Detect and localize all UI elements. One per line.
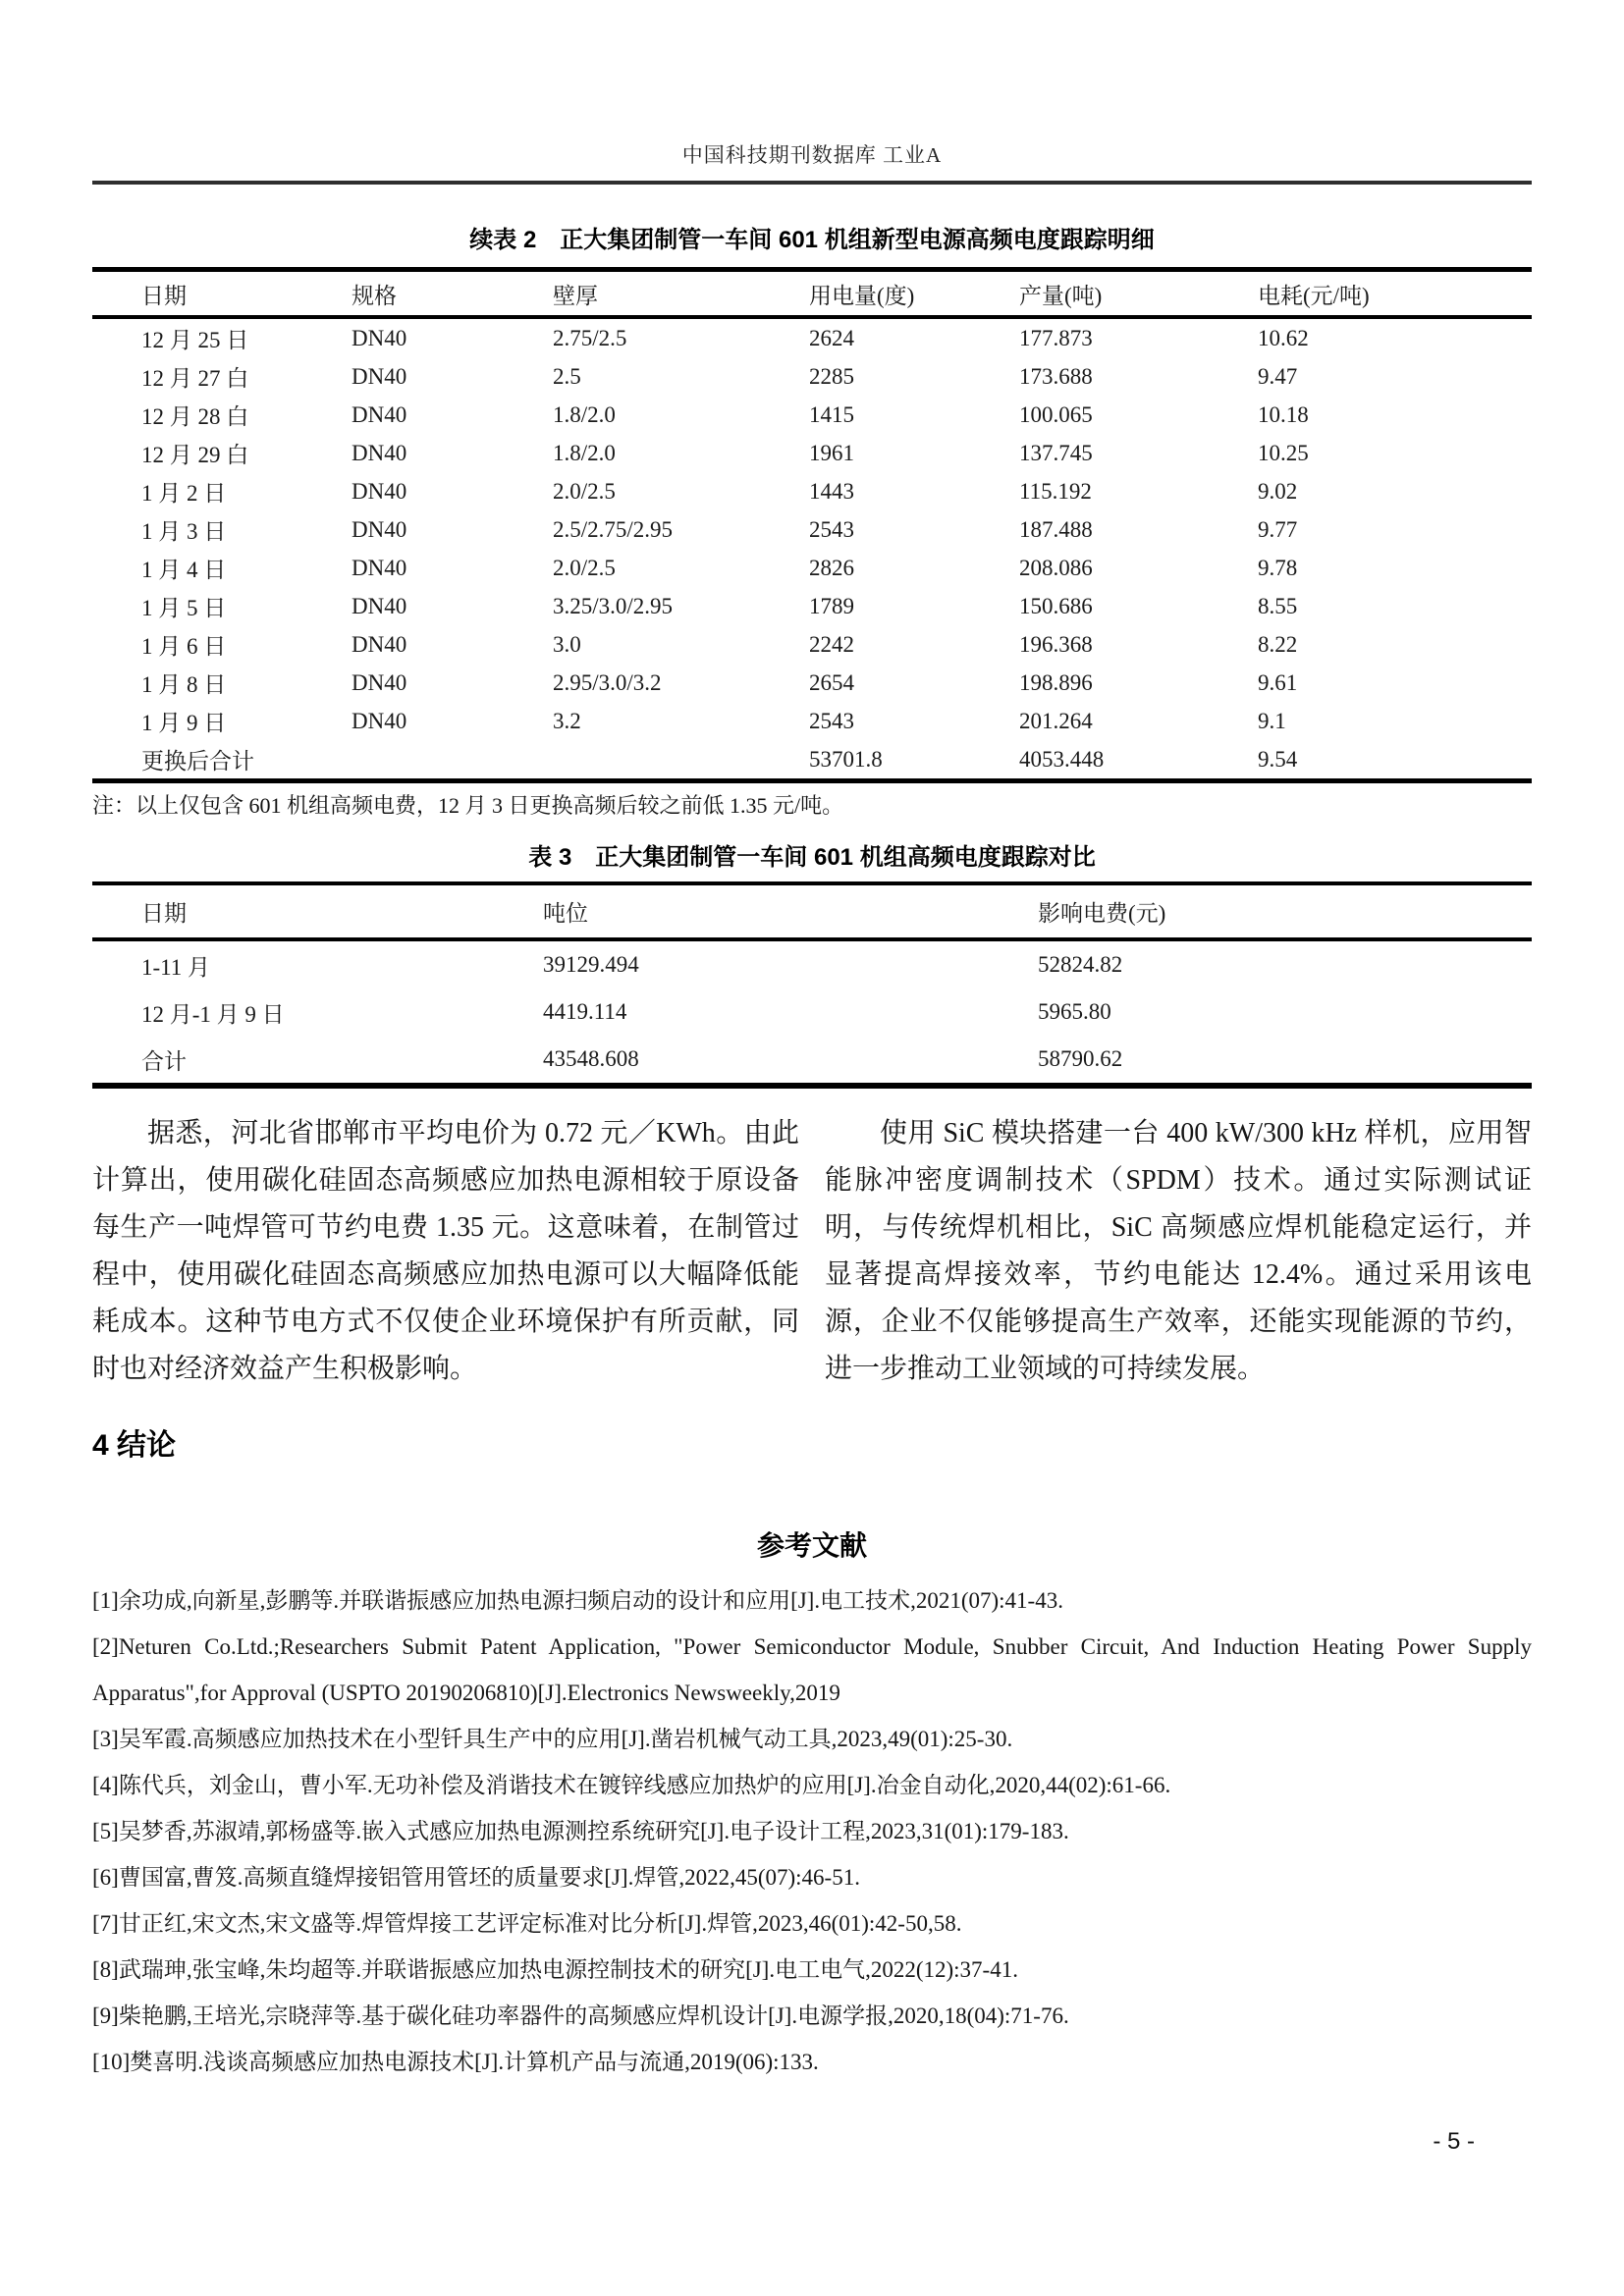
- table-cell-spec: DN40: [352, 708, 407, 733]
- table-row: [92, 510, 1532, 549]
- table-cell-power-usage: 2543: [809, 516, 854, 542]
- table2-body: [92, 317, 1532, 781]
- reference-item: [9]柴艳鹏,王培光,宗晓萍等.基于碳化硅功率器件的高频感应焊机设计[J].电源学报,2020,18(04):71-76.: [92, 2003, 1069, 2028]
- paragraph-right: 使用 SiC 模块搭建一台 400 kW/300 kHz 样机，应用智能脉冲密度调制技术（SPDM）技术。通过实际测试证明，与传统焊机相比，SiC 高频感应焊机能稳定运行，并显著提高焊接效率，节约电能达 12.4%。通过采用该电源，企业不仅能够提高生产效率，还能实现能源的节约，进一步推动工业领域的可持续发展。: [825, 1118, 1532, 1384]
- table-cell-output: 100.065: [1019, 401, 1093, 427]
- table3-title: 表 3 正大集团制管一车间 601 机组高频电度跟踪对比: [528, 844, 1096, 871]
- table-row: [92, 587, 1532, 625]
- table3-header-cell: 日期: [141, 901, 187, 926]
- reference-item: [2]Neturen Co.Ltd.;Researchers Submit Patent Application, "Power Semiconductor Module, Snubber Circuit, And Induction Heating Power Supply Apparatus",for Approval (USPTO 20190206810)[J].Electronics Newsweekly,2019: [92, 1634, 1532, 1705]
- table-cell-output: 198.896: [1019, 669, 1093, 695]
- table-cell-consumption: 8.22: [1258, 631, 1298, 657]
- table-row: [92, 549, 1532, 587]
- table-cell-wall-thickness: 3.0: [553, 631, 581, 657]
- table-cell-spec: DN40: [352, 631, 407, 657]
- table-row: [92, 357, 1532, 396]
- table-cell-spec: [352, 740, 553, 781]
- page-number: - 5 -: [1433, 2128, 1475, 2155]
- table-cell-output: 150.686: [1019, 593, 1093, 618]
- table3-header: [92, 883, 1532, 939]
- table-cell-cost-impact: 52824.82: [1038, 952, 1123, 977]
- table-cell-date: 12 月 28 白: [141, 404, 249, 429]
- table3: [92, 881, 1532, 1089]
- table-cell-cost-impact: 5965.80: [1038, 999, 1111, 1024]
- table-cell-consumption: 9.1: [1258, 708, 1286, 733]
- table-cell-date: 12 月 27 白: [141, 366, 249, 391]
- table-cell-date: 1 月 3 日: [141, 519, 227, 544]
- table-cell-spec: DN40: [352, 593, 407, 618]
- table-cell-tonnage: 4419.114: [543, 999, 627, 1024]
- reference-item: [5]吴梦香,苏淑靖,郭杨盛等.嵌入式感应加热电源测控系统研究[J].电子设计工程,2023,31(01):179-183.: [92, 1819, 1069, 1843]
- reference-item: [3]吴军霞.高频感应加热技术在小型钎具生产中的应用[J].凿岩机械气动工具,2023,49(01):25-30.: [92, 1727, 1013, 1751]
- references-list: [92, 1577, 1532, 2085]
- table2-header-cell: 规格: [352, 283, 397, 308]
- table-cell-power-usage: 1961: [809, 440, 854, 465]
- references-title: 参考文献: [756, 1530, 867, 1561]
- table-row: [92, 988, 1532, 1036]
- table-cell-spec: DN40: [352, 401, 407, 427]
- reference-item: [6]曹国富,曹笈.高频直缝焊接铝管用管坯的质量要求[J].焊管,2022,45(07):46-51.: [92, 1865, 860, 1890]
- table-row: [92, 625, 1532, 664]
- conclusion-heading: 4 结论: [92, 1429, 177, 1462]
- table-cell-date: 1 月 9 日: [141, 711, 227, 735]
- table2-header-cell: 产量(吨): [1019, 283, 1103, 308]
- table3-header-cell: 吨位: [543, 901, 588, 926]
- table-cell-period: 合计: [141, 1048, 187, 1074]
- table-cell-wall-thickness: 3.2: [553, 708, 581, 733]
- table-cell-spec: DN40: [352, 669, 407, 695]
- table-cell-output: 177.873: [1019, 325, 1093, 350]
- table2-header: [92, 270, 1532, 318]
- table-cell-consumption: 9.61: [1258, 669, 1298, 695]
- table-row: [92, 664, 1532, 702]
- reference-item: [10]樊喜明.浅谈高频感应加热电源技术[J].计算机产品与流通,2019(06):133.: [92, 2050, 819, 2074]
- reference-item: [8]武瑞珅,张宝峰,朱均超等.并联谐振感应加热电源控制技术的研究[J].电工电气,2022(12):37-41.: [92, 1957, 1018, 1982]
- table-cell-date: 12 月 25 日: [141, 328, 249, 352]
- table-cell-consumption: 9.54: [1258, 746, 1298, 772]
- table-cell-wall-thickness: 2.5: [553, 363, 581, 389]
- table-cell-consumption: 8.55: [1258, 593, 1298, 618]
- table-cell-date: 1 月 2 日: [141, 481, 227, 506]
- table-cell-consumption: 10.18: [1258, 401, 1309, 427]
- reference-item: [7]甘正红,宋文杰,宋文盛等.焊管焊接工艺评定标准对比分析[J].焊管,2023,46(01):42-50,58.: [92, 1911, 962, 1936]
- journal-header: 中国科技期刊数据库 工业A: [681, 143, 943, 167]
- table-row: [92, 939, 1532, 988]
- table-cell-power-usage: 2543: [809, 708, 854, 733]
- table-cell-period: 12 月-1 月 9 日: [141, 1001, 285, 1027]
- table-cell-wall-thickness: 2.0/2.5: [553, 478, 616, 504]
- table-cell-power-usage: 2654: [809, 669, 854, 695]
- table-cell-spec: DN40: [352, 440, 407, 465]
- table-row: [92, 434, 1532, 472]
- table-cell-tonnage: 43548.608: [543, 1046, 639, 1071]
- table-cell-wall-thickness: 2.0/2.5: [553, 555, 616, 580]
- table-cell-date: 1 月 5 日: [141, 596, 227, 620]
- table-cell-wall-thickness: 1.8/2.0: [553, 440, 616, 465]
- table-cell-spec: DN40: [352, 363, 407, 389]
- table-cell-wall-thickness: 2.75/2.5: [553, 325, 627, 350]
- table-cell-date: 更换后合计: [141, 749, 254, 774]
- table-cell-output: 187.488: [1019, 516, 1093, 542]
- table-cell-output: 4053.448: [1019, 746, 1105, 772]
- table-cell-output: 115.192: [1019, 478, 1092, 504]
- table2-header-cell: 用电量(度): [809, 283, 915, 308]
- header-divider: [92, 181, 1532, 185]
- reference-item: [4]陈代兵，刘金山，曹小军.无功补偿及消谐技术在镀锌线感应加热炉的应用[J].冶金自动化,2020,44(02):61-66.: [92, 1773, 1171, 1797]
- table-cell-spec: DN40: [352, 516, 407, 542]
- table3-body: [92, 939, 1532, 1086]
- table2-header-row: [92, 270, 1532, 318]
- table-cell-output: 208.086: [1019, 555, 1093, 580]
- table-cell-wall-thickness: 2.5/2.75/2.95: [553, 516, 674, 542]
- table-cell-date: 1 月 8 日: [141, 672, 227, 697]
- table-row: [92, 472, 1532, 510]
- table-cell-power-usage: 2624: [809, 325, 854, 350]
- table-cell-consumption: 10.62: [1258, 325, 1309, 350]
- page-content: [92, 220, 1532, 2085]
- table-cell-output: 201.264: [1019, 708, 1093, 733]
- paragraph-left: 据悉，河北省邯郸市平均电价为 0.72 元／KWh。由此计算出，使用碳化硅固态高频感应加热电源相较于原设备每生产一吨焊管可节约电费 1.35 元。这意味着，在制管过程中，使用碳化硅固态高频感应加热电源可以大幅降低能耗成本。这种节电方式不仅使企业环境保护有所贡献，同时也对经济效益产生积极影响。: [92, 1118, 799, 1384]
- table-cell-consumption: 9.78: [1258, 555, 1298, 580]
- table-cell-wall-thickness: 1.8/2.0: [553, 401, 616, 427]
- table-cell-output: 196.368: [1019, 631, 1093, 657]
- table-row: [92, 317, 1532, 357]
- table-cell-period: 1-11 月: [141, 954, 211, 980]
- table-cell-date: 12 月 29 白: [141, 443, 249, 467]
- table-cell-tonnage: 39129.494: [543, 952, 639, 977]
- table-cell-cost-impact: 58790.62: [1038, 1046, 1123, 1071]
- table-cell-wall-thickness: 2.95/3.0/3.2: [553, 669, 662, 695]
- table2-header-cell: 日期: [141, 283, 187, 308]
- table2-title: 续表 2 正大集团制管一车间 601 机组新型电源高频电度跟踪明细: [469, 227, 1155, 253]
- table-cell-power-usage: 1443: [809, 478, 854, 504]
- table-cell-power-usage: 2285: [809, 363, 854, 389]
- table2-header-cell: 壁厚: [553, 283, 598, 308]
- table-row: [92, 702, 1532, 740]
- table-cell-power-usage: 1415: [809, 401, 854, 427]
- table-cell-consumption: 9.02: [1258, 478, 1298, 504]
- table2-header-cell: 电耗(元/吨): [1258, 283, 1370, 308]
- table-cell-power-usage: 2242: [809, 631, 854, 657]
- table-cell-output: 137.745: [1019, 440, 1093, 465]
- reference-item: [1]余功成,向新星,彭鹏等.并联谐振感应加热电源扫频启动的设计和应用[J].电工技术,2021(07):41-43.: [92, 1588, 1063, 1613]
- table-cell-output: 173.688: [1019, 363, 1093, 389]
- body-columns: [92, 1110, 1532, 1393]
- table-cell-spec: DN40: [352, 478, 407, 504]
- table2-note: 注：以上仅包含 601 机组高频电费，12 月 3 日更换高频后较之前低 1.35 元/吨。: [92, 793, 844, 818]
- table3-header-row: [92, 883, 1532, 939]
- table-cell-consumption: 9.47: [1258, 363, 1298, 389]
- table-cell-date: 1 月 4 日: [141, 558, 227, 582]
- table-row: [92, 1036, 1532, 1086]
- table-cell-date: 1 月 6 日: [141, 634, 227, 659]
- table-row: [92, 396, 1532, 434]
- table-cell-spec: DN40: [352, 325, 407, 350]
- table-cell-consumption: 9.77: [1258, 516, 1298, 542]
- table-cell-power-usage: 53701.8: [809, 746, 883, 772]
- table-cell-spec: DN40: [352, 555, 407, 580]
- table-cell-wall-thickness: 3.25/3.0/2.95: [553, 593, 674, 618]
- table-cell-wall-thickness: [553, 740, 809, 781]
- table-cell-power-usage: 2826: [809, 555, 854, 580]
- table-cell-power-usage: 1789: [809, 593, 854, 618]
- table-row: [92, 740, 1532, 781]
- table-cell-consumption: 10.25: [1258, 440, 1309, 465]
- table2: [92, 267, 1532, 783]
- table3-header-cell: 影响电费(元): [1038, 901, 1166, 926]
